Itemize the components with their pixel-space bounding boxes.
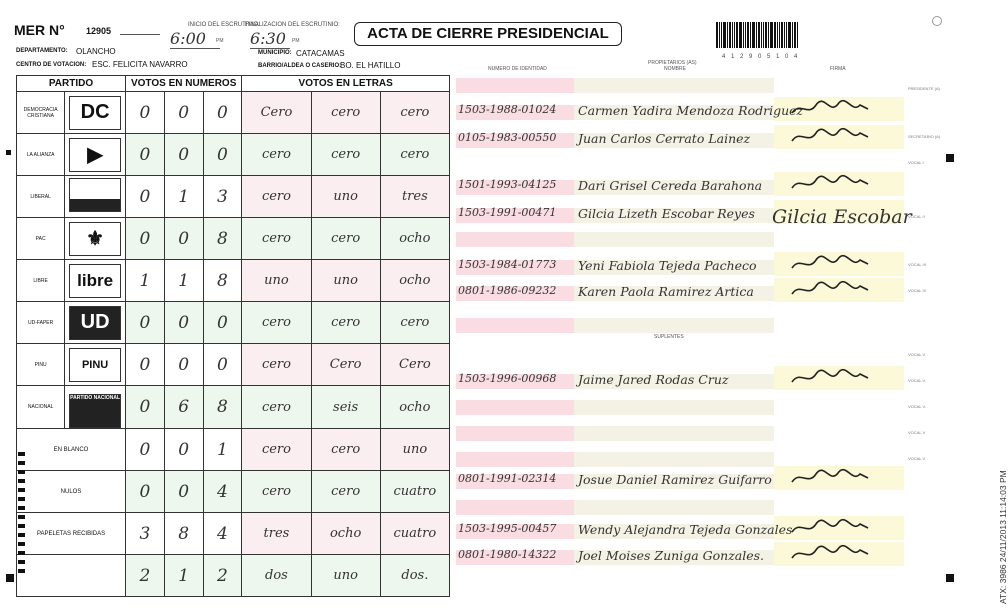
votes-number-digit: 6	[164, 386, 203, 429]
party-logo	[65, 260, 126, 302]
votes-number-digit: 1	[164, 260, 203, 302]
member-name: Karen Paola Ramirez Artica	[578, 284, 754, 299]
table-row	[17, 471, 450, 513]
votes-number-digit: 8	[203, 386, 242, 429]
votes-number-digit: 0	[126, 302, 165, 344]
tse-logo-icon	[120, 27, 160, 35]
id-field-bg	[456, 318, 574, 333]
votes-number-digit: 4	[203, 471, 242, 513]
signature-scribble-icon	[790, 468, 870, 488]
votes-letter-word: uno	[242, 260, 311, 302]
fin-label: FINALIZACION DEL ESCRUTINIO:	[245, 22, 340, 28]
barcode-number: 4 1 2 9 0 5 1 0 4	[722, 54, 800, 60]
inicio-label: INICIO DEL ESCRUTINIO:	[188, 22, 260, 28]
table-row	[17, 176, 450, 218]
suplentes-header: SUPLENTES	[654, 334, 684, 340]
votes-number-digit: 0	[126, 92, 165, 134]
identity-number: 1503-1991-00471	[458, 206, 557, 219]
votes-table	[16, 75, 450, 597]
votes-letter-word: uno	[311, 555, 380, 597]
votes-letter-word: cero	[380, 302, 449, 344]
votes-letter-word: cuatro	[380, 513, 449, 555]
votes-number-digit: 8	[203, 260, 242, 302]
votes-number-digit: 1	[164, 176, 203, 218]
party-name: LIBRE	[17, 260, 65, 302]
votes-number-digit: 0	[126, 386, 165, 429]
role-label: VOCAL II	[908, 214, 925, 219]
votes-letter-word: ocho	[380, 260, 449, 302]
party-name: PAC	[17, 218, 65, 260]
member-name: Carmen Yadira Mendoza Rodriguez	[578, 103, 804, 118]
party-logo-icon: ⚜	[69, 222, 121, 256]
votes-letter-word: Cero	[311, 344, 380, 386]
timing-mark	[18, 452, 25, 456]
timing-mark	[18, 479, 25, 483]
role-label: VOCAL V	[908, 378, 926, 383]
centro-value: ESC. FELICITA NAVARRO	[92, 60, 188, 69]
timing-mark	[18, 506, 25, 510]
member-name: Joel Moises Zuniga Gonzales.	[578, 548, 765, 563]
name-field-bg	[574, 318, 774, 333]
timing-mark	[18, 542, 25, 546]
member-name: Yeni Fabiola Tejeda Pacheco	[578, 258, 757, 273]
identity-number: 0801-1991-02314	[458, 472, 557, 485]
municipio-value: CATACAMAS	[296, 49, 345, 58]
votes-number-digit: 3	[203, 176, 242, 218]
role-label: VOCAL V	[908, 352, 926, 357]
col-name-header: NOMBRE	[664, 66, 686, 72]
votes-number-digit: 2	[126, 555, 165, 597]
departamento-label: DEPARTAMENTO:	[16, 48, 68, 54]
role-label: VOCAL III	[908, 262, 926, 267]
votes-letter-word: cuatro	[380, 471, 449, 513]
party-logo-icon: UD	[69, 306, 121, 340]
votes-letter-word: cero	[242, 176, 311, 218]
inicio-value: 6:00	[170, 29, 220, 49]
votes-number-digit: 1	[203, 429, 242, 471]
member-name: Wendy Alejandra Tejeda Gonzales	[578, 522, 793, 537]
votes-letter-word: seis	[311, 386, 380, 429]
party-name: DEMOCRACIA CRISTIANA	[17, 92, 65, 134]
votes-number-digit: 0	[126, 344, 165, 386]
party-logo	[65, 218, 126, 260]
votes-number-digit: 0	[164, 218, 203, 260]
registration-mark	[6, 574, 14, 582]
identity-number: 1501-1993-04125	[458, 178, 557, 191]
votes-number-digit: 1	[126, 260, 165, 302]
centro-label: CENTRO DE VOTACION:	[16, 62, 87, 68]
partido-header: PARTIDO	[17, 76, 126, 92]
role-label: VOCAL V	[908, 456, 926, 461]
registration-mark	[6, 150, 11, 155]
party-name: PAPELETAS RECIBIDAS	[17, 513, 126, 555]
col-firma-header: FIRMA	[830, 66, 846, 72]
votes-letter-word: cero	[242, 429, 311, 471]
table-row	[17, 555, 450, 597]
timing-mark	[18, 461, 25, 465]
timing-mark	[18, 497, 25, 501]
votes-number-digit: 0	[164, 429, 203, 471]
votes-number-digit: 4	[203, 513, 242, 555]
departamento-value: OLANCHO	[76, 47, 116, 56]
numeros-header: VOTOS EN NUMEROS	[126, 76, 242, 92]
votes-number-digit: 0	[126, 176, 165, 218]
party-logo	[65, 134, 126, 176]
party-name: UD-FAPER	[17, 302, 65, 344]
votes-letter-word: ocho	[311, 513, 380, 555]
party-logo-icon: ▶	[69, 138, 121, 172]
col-name-top-header: PROPIETARIOS (AS)	[648, 60, 697, 66]
votes-letter-word: cero	[311, 429, 380, 471]
votes-number-digit: 0	[203, 302, 242, 344]
party-logo-icon: PARTIDO NACIONAL	[69, 394, 121, 428]
name-field-bg	[574, 78, 774, 93]
party-name: LA ALIANZA	[17, 134, 65, 176]
votes-letter-word: dos	[242, 555, 311, 597]
votes-number-digit: 3	[126, 513, 165, 555]
votes-number-digit: 0	[164, 134, 203, 176]
role-label: VOCAL I	[908, 160, 924, 165]
timing-mark	[18, 560, 25, 564]
role-label: VOCAL V	[908, 430, 926, 435]
registration-mark	[946, 574, 954, 582]
votes-letter-word: cero	[242, 302, 311, 344]
id-field-bg	[456, 78, 574, 93]
party-logo	[65, 344, 126, 386]
votes-letter-word: Cero	[380, 344, 449, 386]
timestamp-stamp: ATX: 3986 24/11/2013 11:14:03 PM	[998, 470, 1008, 604]
votes-number-digit: 0	[203, 134, 242, 176]
identity-number: 1503-1984-01773	[458, 258, 557, 271]
col-id-header: NUMERO DE IDENTIDAD	[488, 66, 547, 72]
votes-number-digit: 0	[126, 218, 165, 260]
document-title: ACTA DE CIERRE PRESIDENCIAL	[354, 22, 622, 46]
signature-text: Gilcia Escobar	[772, 206, 912, 228]
table-row	[17, 513, 450, 555]
name-field-bg	[574, 500, 774, 515]
table-row	[17, 218, 450, 260]
timing-mark	[18, 470, 25, 474]
votes-letter-word: tres	[380, 176, 449, 218]
party-logo	[65, 92, 126, 134]
mer-number: 12905	[86, 26, 112, 36]
votes-number-digit: 0	[203, 92, 242, 134]
signature-scribble-icon	[790, 127, 870, 147]
timing-mark	[18, 533, 25, 537]
signature-scribble-icon	[790, 99, 870, 119]
member-name: Juan Carlos Cerrato Lainez	[578, 131, 751, 146]
party-name: NULOS	[17, 471, 126, 513]
fin-value: 6:30	[250, 29, 290, 49]
punch-hole-icon	[932, 16, 942, 26]
fin-suffix: PM	[292, 38, 300, 44]
table-row	[17, 344, 450, 386]
timing-mark	[18, 569, 25, 573]
party-logo-icon	[69, 178, 121, 212]
votes-letter-word: cero	[311, 218, 380, 260]
votes-letter-word: uno	[311, 176, 380, 218]
votes-letter-word: ocho	[380, 218, 449, 260]
inicio-suffix: PM	[216, 38, 224, 44]
role-label: PRESIDENTE (A)	[908, 86, 941, 91]
signature-scribble-icon	[790, 518, 870, 538]
votes-number-digit: 0	[126, 471, 165, 513]
party-logo-icon: libre	[69, 264, 121, 298]
table-row	[17, 134, 450, 176]
role-label: VOCAL IV	[908, 288, 927, 293]
votes-letter-word: cero	[380, 92, 449, 134]
registration-mark	[946, 154, 954, 162]
votes-number-digit: 8	[203, 218, 242, 260]
identity-number: 0801-1980-14322	[458, 548, 557, 561]
party-name: LIBERAL	[17, 176, 65, 218]
signature-scribble-icon	[790, 368, 870, 388]
timing-mark	[18, 488, 25, 492]
member-name: Gilcia Lizeth Escobar Reyes	[578, 206, 755, 221]
identity-number: 1503-1995-00457	[458, 522, 557, 535]
party-logo-icon: PINU	[69, 348, 121, 382]
identity-number: 0801-1986-09232	[458, 284, 557, 297]
identity-number: 1503-1988-01024	[458, 103, 557, 116]
timing-mark	[18, 515, 25, 519]
votes-letter-word: cero	[242, 386, 311, 429]
timing-mark	[18, 551, 25, 555]
barrio-label: BARRIO/ALDEA O CASERIO:	[258, 63, 342, 69]
votes-letter-word: uno	[380, 429, 449, 471]
votes-letter-word: cero	[242, 134, 311, 176]
name-field-bg	[574, 232, 774, 247]
votes-letter-word: cero	[380, 134, 449, 176]
id-field-bg	[456, 500, 574, 515]
member-name: Josue Daniel Ramirez Guifarro	[578, 472, 772, 487]
votes-letter-word: uno	[311, 260, 380, 302]
votes-letter-word: cero	[242, 218, 311, 260]
votes-number-digit: 0	[164, 302, 203, 344]
votes-number-digit: 0	[203, 344, 242, 386]
table-row	[17, 92, 450, 134]
party-logo	[65, 176, 126, 218]
votes-number-digit: 0	[126, 134, 165, 176]
barcode-icon	[716, 22, 836, 54]
votes-number-digit: 2	[203, 555, 242, 597]
votes-letter-word: tres	[242, 513, 311, 555]
signature-scribble-icon	[790, 174, 870, 194]
votes-letter-word: cero	[242, 344, 311, 386]
table-row	[17, 302, 450, 344]
mer-label: MER N°	[14, 22, 65, 38]
member-name: Jaime Jared Rodas Cruz	[578, 372, 729, 387]
timing-mark	[18, 524, 25, 528]
votes-letter-word: cero	[311, 471, 380, 513]
id-field-bg	[456, 426, 574, 441]
votes-number-digit: 0	[164, 344, 203, 386]
municipio-label: MUNICIPIO:	[258, 50, 292, 56]
barrio-value: BO. EL HATILLO	[340, 61, 401, 70]
party-logo	[65, 386, 126, 429]
role-label: SECRETARIO (A)	[908, 134, 941, 139]
party-logo-icon: DC	[69, 96, 121, 130]
votes-letter-word: ocho	[380, 386, 449, 429]
table-row	[17, 260, 450, 302]
votes-number-digit: 0	[164, 471, 203, 513]
votes-letter-word: cero	[242, 471, 311, 513]
name-field-bg	[574, 452, 774, 467]
votes-number-digit: 0	[126, 429, 165, 471]
identity-number: 1503-1996-00968	[458, 372, 557, 385]
id-field-bg	[456, 400, 574, 415]
signature-scribble-icon	[790, 280, 870, 300]
member-name: Dari Grisel Cereda Barahona	[578, 178, 763, 193]
party-name	[17, 555, 126, 597]
role-label: VOCAL V	[908, 404, 926, 409]
votes-number-digit: 1	[164, 555, 203, 597]
id-field-bg	[456, 232, 574, 247]
votes-letter-word: cero	[311, 92, 380, 134]
name-field-bg	[574, 400, 774, 415]
table-row	[17, 429, 450, 471]
letras-header: VOTOS EN LETRAS	[242, 76, 450, 92]
votes-letter-word: cero	[311, 302, 380, 344]
identity-number: 0105-1983-00550	[458, 131, 557, 144]
signature-scribble-icon	[790, 544, 870, 564]
votes-letter-word: cero	[311, 134, 380, 176]
id-field-bg	[456, 452, 574, 467]
party-name: NACIONAL	[17, 386, 65, 429]
votes-letter-word: Cero	[242, 92, 311, 134]
name-field-bg	[574, 426, 774, 441]
party-name: EN BLANCO	[17, 429, 126, 471]
party-logo	[65, 302, 126, 344]
votes-letter-word: dos.	[380, 555, 449, 597]
party-name: PINU	[17, 344, 65, 386]
votes-number-digit: 0	[164, 92, 203, 134]
votes-number-digit: 8	[164, 513, 203, 555]
table-row	[17, 386, 450, 429]
signature-scribble-icon	[790, 254, 870, 274]
